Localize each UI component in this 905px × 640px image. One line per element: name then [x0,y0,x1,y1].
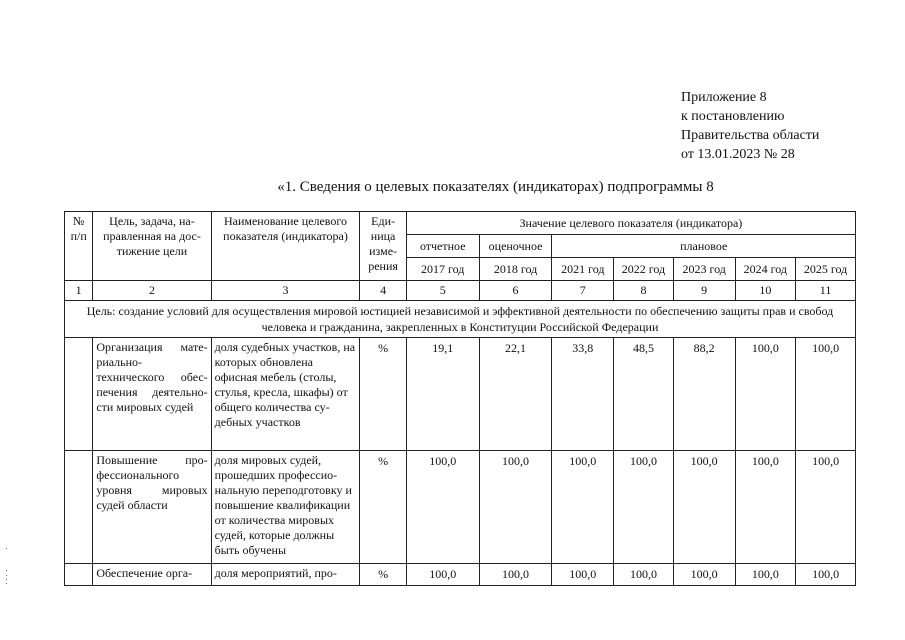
row-value: 100,0 [406,451,479,564]
row-value: 100,0 [796,451,856,564]
column-number-row [65,281,856,301]
header-year: 2023 год [673,258,735,281]
table-row [65,564,856,586]
row-value: 19,1 [406,338,479,451]
column-number: 8 [614,281,674,301]
column-number: 10 [735,281,796,301]
row-indicator: доля мировых судей, прошедших профессиональную переподготовку и повышение квалификации от количества мировых судей, которые должны быть обучены [211,451,360,564]
row-value: 100,0 [614,564,674,586]
row-value: 100,0 [552,451,614,564]
row-num [65,338,93,451]
column-number: 1 [65,281,93,301]
column-number: 11 [796,281,856,301]
appendix-block [681,88,819,164]
row-value: 100,0 [673,564,735,586]
column-number: 6 [479,281,552,301]
header-year: 2021 год [552,258,614,281]
row-value: 100,0 [479,451,552,564]
row-value: 100,0 [735,451,796,564]
row-indicator: доля мероприятий, про- [211,564,360,586]
column-number: 9 [673,281,735,301]
header-estimated: оценочное [479,235,552,258]
header-row [65,212,856,235]
header-year: 2018 год [479,258,552,281]
header-planned: плановое [552,235,856,258]
appendix-line: Приложение 8 [681,90,767,105]
table-row [65,451,856,564]
column-number: 3 [211,281,360,301]
row-unit: % [360,451,407,564]
row-value: 22,1 [479,338,552,451]
row-num [65,451,93,564]
row-value: 100,0 [406,564,479,586]
header-year: 2022 год [614,258,674,281]
column-number: 4 [360,281,407,301]
column-number: 7 [552,281,614,301]
row-value: 100,0 [479,564,552,586]
row-value: 100,0 [614,451,674,564]
goal-row [65,301,856,338]
row-unit: % [360,564,407,586]
row-value: 100,0 [796,338,856,451]
goal-text: Цель: создание условий для осуществления мировой юстицией независимой и эффективной деятельности по обеспечению защиты прав и свобод человека и гражданина, закрепленных в Конституции Российской Федерации [65,301,856,338]
row-value: 100,0 [552,564,614,586]
header-value-group: Значение целевого показателя (индикатора) [406,212,855,235]
row-value: 100,0 [735,564,796,586]
row-task: Обеспечение орга- [93,564,211,586]
row-indicator: доля судебных участков, на которых обновлена офисная мебель (столы, стулья, кресла, шкафы) от общего количества судебных участков [211,338,360,451]
row-num [65,564,93,586]
document-title: «1. Сведения о целевых показателях (индикаторах) подпрограммы 8 [277,179,714,195]
indicators-table [64,211,856,586]
header-year: 2025 год [796,258,856,281]
scan-dots-icon [6,548,9,588]
header-goal: Цель, задача, направленная на достижение цели [93,212,211,281]
appendix-line: Правительства области [681,128,820,143]
appendix-line: к постановлению [681,109,785,124]
row-value: 33,8 [552,338,614,451]
table-row [65,338,856,451]
appendix-line: от 13.01.2023 № 28 [681,147,795,162]
row-value: 100,0 [796,564,856,586]
header-reported: отчетное [406,235,479,258]
row-unit: % [360,338,407,451]
header-year: 2024 год [735,258,796,281]
header-num: № п/п [65,212,93,281]
row-value: 100,0 [735,338,796,451]
row-value: 88,2 [673,338,735,451]
scan-margin-marks [6,548,8,590]
row-value: 100,0 [673,451,735,564]
row-task: Организация материально-технического обеспечения деятельности мировых судей [93,338,211,451]
row-value: 48,5 [614,338,674,451]
header-unit: Единица измерения [360,212,407,281]
column-number: 2 [93,281,211,301]
header-year: 2017 год [406,258,479,281]
column-number: 5 [406,281,479,301]
row-task: Повышение профессионального уровня мировых судей области [93,451,211,564]
header-indicator: Наименование целевого показателя (индикатора) [211,212,360,281]
